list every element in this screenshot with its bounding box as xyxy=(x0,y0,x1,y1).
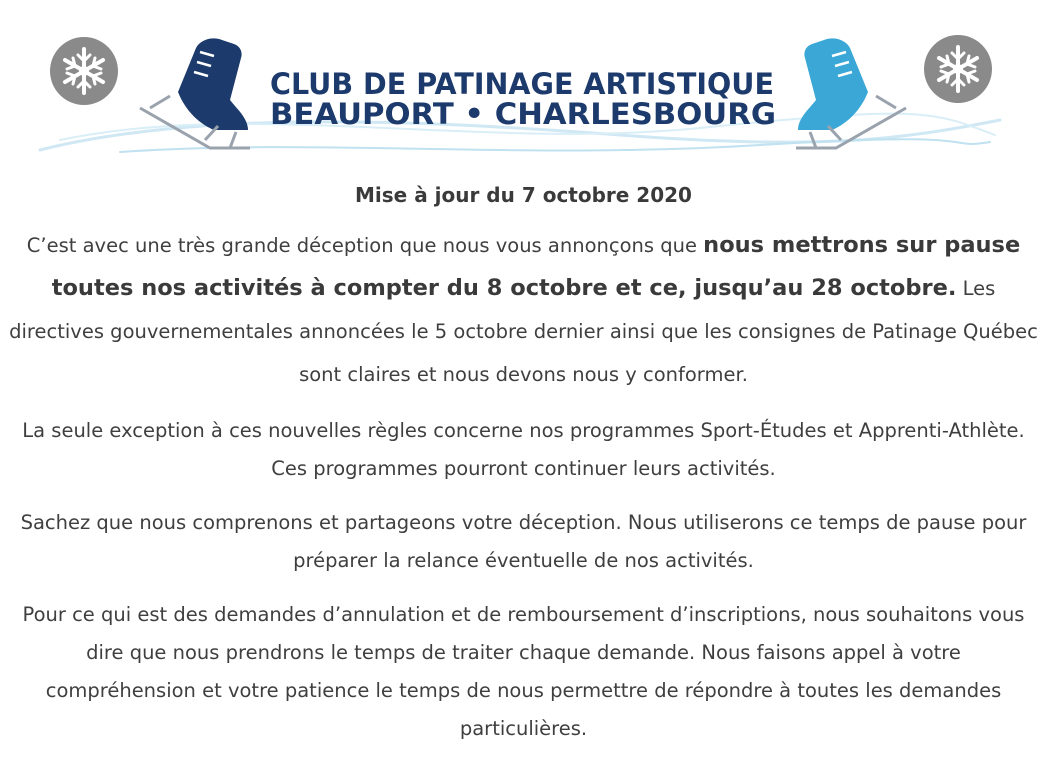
paragraph-exception: La seule exception à ces nouvelles règles concerne nos programmes Sport-Études et Apprenti-Athlète. Ces programmes pourront continuer leurs activités. xyxy=(22,419,1025,480)
paragraph-pause-announcement xyxy=(8,224,1039,396)
pause-directives-text: Les directives gouvernementales annoncées le 5 octobre dernier ainsi que les consignes de Patinage Québec sont claires et nous devons nous y conformer. xyxy=(9,277,1038,386)
blue-skate-icon xyxy=(796,38,906,148)
snowflake-icon xyxy=(924,35,992,103)
notice-body xyxy=(8,178,1039,764)
update-date-heading: Mise à jour du 7 octobre 2020 xyxy=(355,183,692,207)
club-logo-banner xyxy=(0,0,1047,165)
club-name-line2: BEAUPORT • CHARLESBOURG xyxy=(270,97,776,131)
snowflake-icon xyxy=(50,37,118,105)
pause-intro-text: C’est avec une très grande déception que nous vous annonçons que xyxy=(26,234,704,257)
paragraph-understanding: Sachez que nous comprenons et partageons votre déception. Nous utiliserons ce temps de pause pour préparer la relance éventuelle de nos activités. xyxy=(20,511,1027,572)
club-name-line1: CLUB DE PATINAGE ARTISTIQUE xyxy=(270,67,774,101)
pause-emphasis-text: nous mettrons sur pause toutes nos activités à compter du 8 octobre et ce, jusqu’au 28 octobre. xyxy=(51,232,1021,301)
paragraph-refunds: Pour ce qui est des demandes d’annulation et de remboursement d’inscriptions, nous souhaitons vous dire que nous prendrons le temps de traiter chaque demande. Nous faisons appel à votre compréhension et votre patience le temps de nous permettre de répondre à toutes les demandes particulières. xyxy=(22,603,1025,740)
